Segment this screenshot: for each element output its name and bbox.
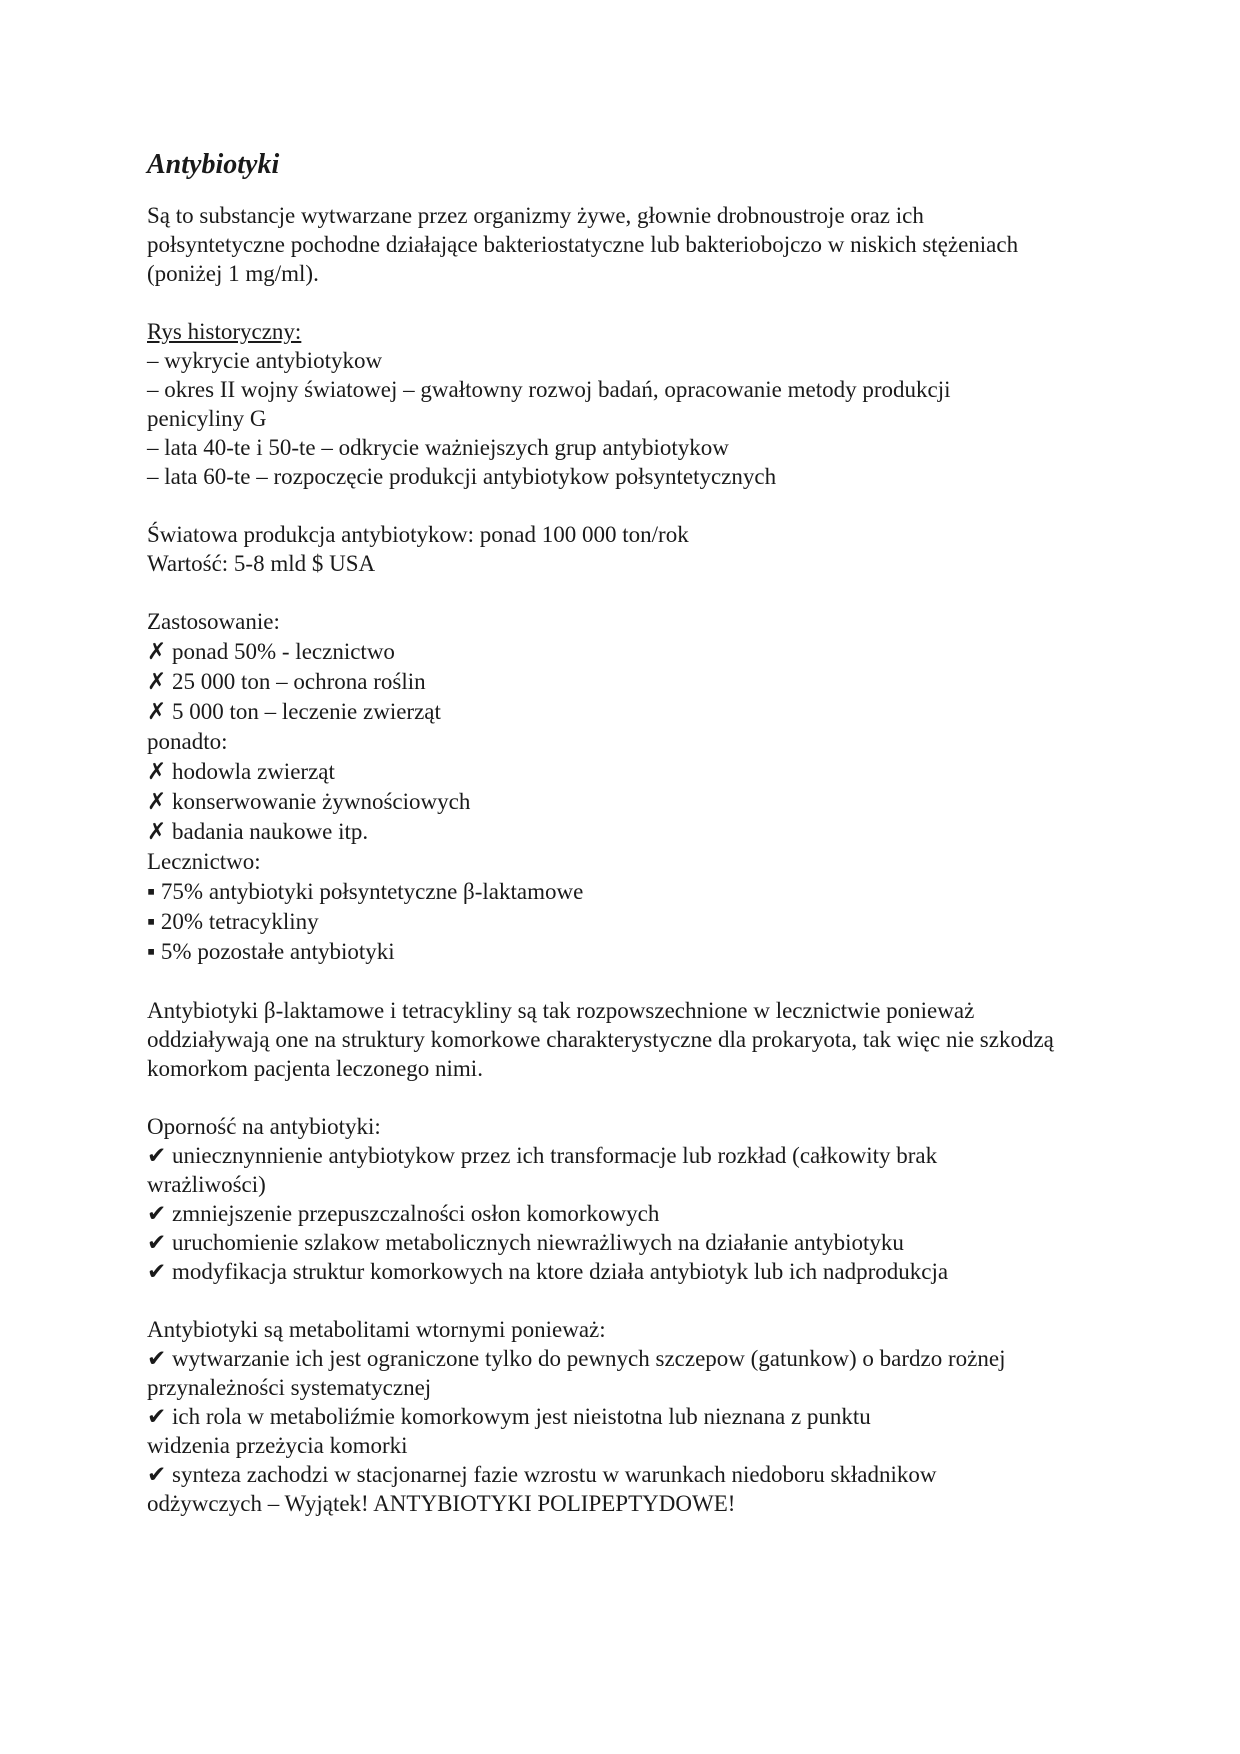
medicine-heading: Lecznictwo: [147,849,261,874]
usage-section [147,607,1107,967]
square-bullet-icon: ▪ [147,879,156,904]
resistance-heading: Oporność na antybiotyki: [147,1114,381,1139]
medicine-item: ▪ 20% tetracykliny [147,909,319,934]
square-bullet-icon: ▪ [147,939,156,964]
check-icon: ✔ [147,1462,167,1487]
usage-heading: Zastosowanie: [147,609,280,634]
usage-item: ✗ 25 000 ton – ochrona roślin [147,669,426,694]
cross-icon: ✗ [147,819,167,844]
square-bullet-icon: ▪ [147,909,156,934]
resistance-section [147,1112,1107,1286]
secondary-item: ✔ wytwarzanie ich jest ograniczone tylko do pewnych szczepow (gatunkow) o bardzo rożnej przynależności systematycznej [147,1346,1006,1400]
resistance-item: ✔ zmniejszenie przepuszczalności osłon komorkowych [147,1201,660,1226]
secondary-heading: Antybiotyki są metabolitami wtornymi ponieważ: [147,1317,606,1342]
cross-icon: ✗ [147,639,167,664]
check-icon: ✔ [147,1404,167,1429]
production-value: Wartość: 5-8 mld $ USA [147,551,376,576]
production-section [147,520,1107,578]
explanation-paragraph: Antybiotyki β-laktamowe i tetracykliny są tak rozpowszechnione w lecznictwie ponieważ oddziaływają one na struktury komorkowe charakterystyczne dla prokaryota, tak więc nie szkodzą komorkom pacjenta leczonego nimi. [147,998,1054,1081]
medicine-item: ▪ 5% pozostałe antybiotyki [147,939,395,964]
history-item: – lata 60-te – rozpoczęcie produkcji antybiotykow połsyntetycznych [147,464,777,489]
cross-icon: ✗ [147,699,167,724]
history-heading: Rys historyczny: [147,319,302,344]
usage-item: ✗ 5 000 ton – leczenie zwierząt [147,699,441,724]
usage-item: ✗ hodowla zwierząt [147,759,335,784]
secondary-item: ✔ synteza zachodzi w stacjonarnej fazie wzrostu w warunkach niedoboru składnikow odżywczych – Wyjątek! ANTYBIOTYKI POLIPEPTYDOWE! [147,1462,937,1516]
cross-icon: ✗ [147,669,167,694]
medicine-item: ▪ 75% antybiotyki połsyntetyczne β-laktamowe [147,879,584,904]
production-line: Światowa produkcja antybiotykow: ponad 100 000 ton/rok [147,522,689,547]
usage-item: ✗ konserwowanie żywnościowych [147,789,471,814]
usage-item: ✗ badania naukowe itp. [147,819,369,844]
history-item: – wykrycie antybiotykow [147,348,383,373]
check-icon: ✔ [147,1201,167,1226]
document-page [147,148,1107,1518]
check-icon: ✔ [147,1230,167,1255]
cross-icon: ✗ [147,789,167,814]
check-icon: ✔ [147,1259,167,1284]
history-item: – lata 40-te i 50-te – odkrycie ważniejszych grup antybiotykow [147,435,729,460]
usage-item: ✗ ponad 50% - lecznictwo [147,639,395,664]
cross-icon: ✗ [147,759,167,784]
page-title: Antybiotyki [147,149,280,180]
intro-paragraph: Są to substancje wytwarzane przez organizmy żywe, głownie drobnoustroje oraz ich połsyntetyczne pochodne działające bakteriostatyczne lub bakteriobojczo w niskich stężeniach (poniżej 1 mg/ml). [147,203,1019,286]
secondary-section [147,1315,1107,1518]
history-item: – okres II wojny światowej – gwałtowny rozwoj badań, opracowanie metody produkcji penicyliny G [147,377,951,431]
check-icon: ✔ [147,1346,167,1371]
secondary-item: ✔ ich rola w metaboliźmie komorkowym jest nieistotna lub nieznana z punktu widzenia przeżycia komorki [147,1404,871,1458]
resistance-item: ✔ uniecznynnienie antybiotykow przez ich transformacje lub rozkład (całkowity brak wrażliwości) [147,1143,938,1197]
check-icon: ✔ [147,1143,167,1168]
resistance-item: ✔ uruchomienie szlakow metabolicznych niewrażliwych na działanie antybiotyku [147,1230,904,1255]
usage-more-heading: ponadto: [147,729,228,754]
history-section [147,317,1107,491]
resistance-item: ✔ modyfikacja struktur komorkowych na ktore działa antybiotyk lub ich nadprodukcja [147,1259,949,1284]
